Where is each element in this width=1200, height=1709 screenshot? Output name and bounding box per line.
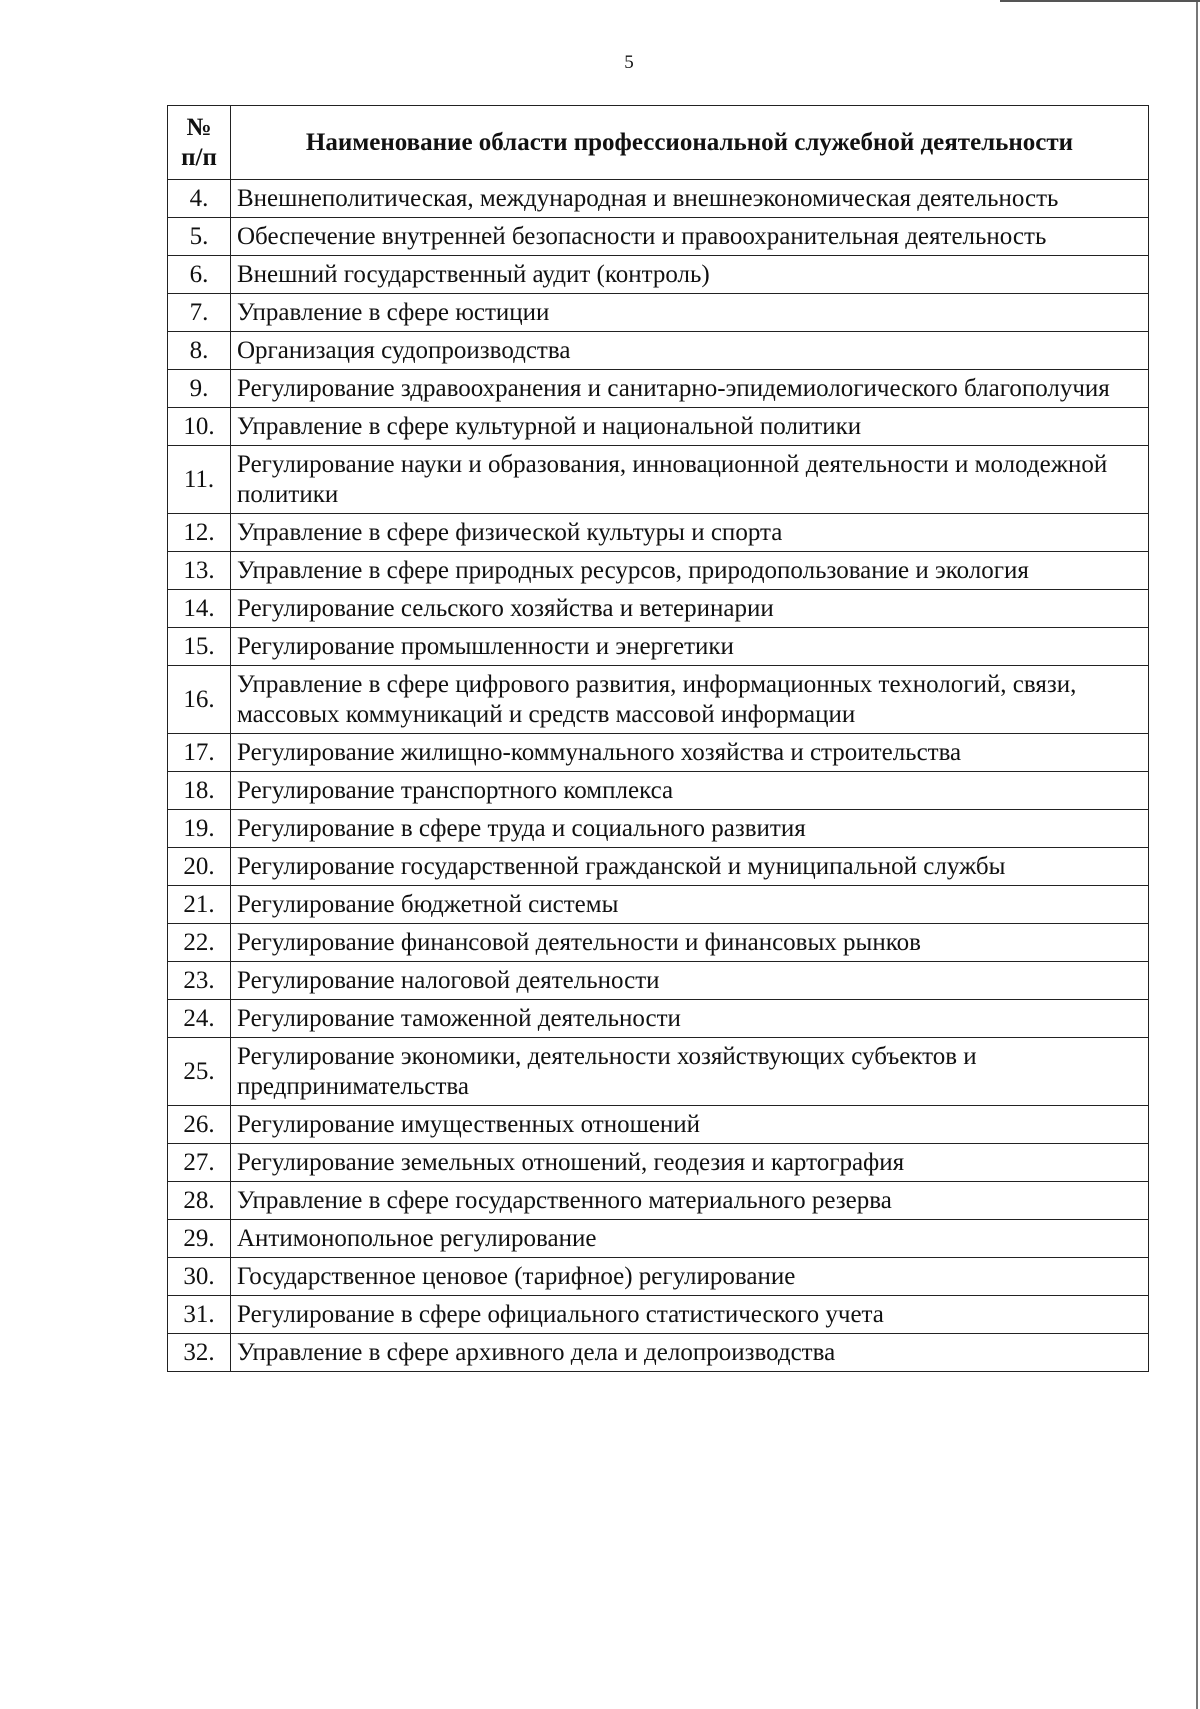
table-row bbox=[168, 1000, 1149, 1038]
table-row bbox=[168, 628, 1149, 666]
table-row bbox=[168, 666, 1149, 734]
activity-area-name: Регулирование здравоохранения и санитарно-эпидемиологического благополучия bbox=[231, 370, 1149, 408]
row-number: 14. bbox=[168, 590, 231, 628]
activity-area-name: Внешнеполитическая, международная и внешнеэкономическая деятельность bbox=[231, 180, 1149, 218]
row-number: 24. bbox=[168, 1000, 231, 1038]
table-row bbox=[168, 218, 1149, 256]
name-column-header: Наименование области профессиональной служебной деятельности bbox=[231, 106, 1149, 180]
row-number: 28. bbox=[168, 1182, 231, 1220]
row-number: 17. bbox=[168, 734, 231, 772]
activity-area-name: Управление в сфере физической культуры и спорта bbox=[231, 514, 1149, 552]
table-row bbox=[168, 1038, 1149, 1106]
row-number: 7. bbox=[168, 294, 231, 332]
activity-area-name: Организация судопроизводства bbox=[231, 332, 1149, 370]
table-row bbox=[168, 294, 1149, 332]
table-row bbox=[168, 332, 1149, 370]
activity-area-name: Регулирование жилищно-коммунального хозяйства и строительства bbox=[231, 734, 1149, 772]
activity-area-name: Регулирование транспортного комплекса bbox=[231, 772, 1149, 810]
row-number: 12. bbox=[168, 514, 231, 552]
table-row bbox=[168, 1334, 1149, 1372]
activity-area-name: Регулирование государственной гражданской и муниципальной службы bbox=[231, 848, 1149, 886]
row-number: 6. bbox=[168, 256, 231, 294]
activity-area-name: Регулирование экономики, деятельности хозяйствующих субъектов и предпринимательства bbox=[231, 1038, 1149, 1106]
row-number: 13. bbox=[168, 552, 231, 590]
row-number: 29. bbox=[168, 1220, 231, 1258]
row-number: 11. bbox=[168, 446, 231, 514]
activity-area-name: Регулирование в сфере труда и социального развития bbox=[231, 810, 1149, 848]
table-row bbox=[168, 1106, 1149, 1144]
row-number: 9. bbox=[168, 370, 231, 408]
activity-area-name: Внешний государственный аудит (контроль) bbox=[231, 256, 1149, 294]
row-number: 21. bbox=[168, 886, 231, 924]
table-row bbox=[168, 810, 1149, 848]
table-row bbox=[168, 1220, 1149, 1258]
table-row bbox=[168, 1182, 1149, 1220]
number-column-header bbox=[168, 106, 231, 180]
row-number: 4. bbox=[168, 180, 231, 218]
activity-area-name: Регулирование сельского хозяйства и ветеринарии bbox=[231, 590, 1149, 628]
activity-area-name: Обеспечение внутренней безопасности и правоохранительная деятельность bbox=[231, 218, 1149, 256]
table-row bbox=[168, 552, 1149, 590]
activity-area-name: Управление в сфере цифрового развития, информационных технологий, связи, массовых коммуникаций и средств массовой информации bbox=[231, 666, 1149, 734]
row-number: 15. bbox=[168, 628, 231, 666]
table-header-row bbox=[168, 106, 1149, 180]
scan-edge-line bbox=[1196, 0, 1198, 1709]
row-number: 5. bbox=[168, 218, 231, 256]
table-row bbox=[168, 514, 1149, 552]
order-abbrev: п/п bbox=[181, 144, 217, 171]
activity-area-name: Управление в сфере архивного дела и делопроизводства bbox=[231, 1334, 1149, 1372]
table-row bbox=[168, 962, 1149, 1000]
row-number: 20. bbox=[168, 848, 231, 886]
row-number: 32. bbox=[168, 1334, 231, 1372]
table-row bbox=[168, 734, 1149, 772]
row-number: 27. bbox=[168, 1144, 231, 1182]
table-row bbox=[168, 1296, 1149, 1334]
table-row bbox=[168, 772, 1149, 810]
table-row bbox=[168, 886, 1149, 924]
activity-area-name: Регулирование финансовой деятельности и финансовых рынков bbox=[231, 924, 1149, 962]
scan-edge-top bbox=[1000, 0, 1200, 2]
row-number: 8. bbox=[168, 332, 231, 370]
table-row bbox=[168, 924, 1149, 962]
table-row bbox=[168, 370, 1149, 408]
activity-area-name: Управление в сфере государственного материального резерва bbox=[231, 1182, 1149, 1220]
table-row bbox=[168, 590, 1149, 628]
activity-area-name: Антимонопольное регулирование bbox=[231, 1220, 1149, 1258]
row-number: 30. bbox=[168, 1258, 231, 1296]
row-number: 25. bbox=[168, 1038, 231, 1106]
number-sign: № bbox=[186, 114, 212, 141]
page-number: 5 bbox=[624, 52, 634, 73]
row-number: 31. bbox=[168, 1296, 231, 1334]
activity-area-name: Управление в сфере юстиции bbox=[231, 294, 1149, 332]
activity-area-name: Регулирование имущественных отношений bbox=[231, 1106, 1149, 1144]
activity-area-name: Регулирование в сфере официального статистического учета bbox=[231, 1296, 1149, 1334]
table-row bbox=[168, 408, 1149, 446]
table-row bbox=[168, 1258, 1149, 1296]
activity-areas-table bbox=[167, 105, 1149, 1372]
activity-area-name: Регулирование промышленности и энергетики bbox=[231, 628, 1149, 666]
activity-area-name: Регулирование бюджетной системы bbox=[231, 886, 1149, 924]
row-number: 23. bbox=[168, 962, 231, 1000]
row-number: 10. bbox=[168, 408, 231, 446]
table-row bbox=[168, 256, 1149, 294]
activity-area-name: Управление в сфере культурной и национальной политики bbox=[231, 408, 1149, 446]
row-number: 16. bbox=[168, 666, 231, 734]
row-number: 26. bbox=[168, 1106, 231, 1144]
activity-area-name: Государственное ценовое (тарифное) регулирование bbox=[231, 1258, 1149, 1296]
row-number: 19. bbox=[168, 810, 231, 848]
activity-area-name: Управление в сфере природных ресурсов, природопользование и экология bbox=[231, 552, 1149, 590]
activity-area-name: Регулирование таможенной деятельности bbox=[231, 1000, 1149, 1038]
table-row bbox=[168, 1144, 1149, 1182]
table-row bbox=[168, 180, 1149, 218]
row-number: 18. bbox=[168, 772, 231, 810]
row-number: 22. bbox=[168, 924, 231, 962]
activity-area-name: Регулирование налоговой деятельности bbox=[231, 962, 1149, 1000]
activity-area-name: Регулирование науки и образования, инновационной деятельности и молодежной политики bbox=[231, 446, 1149, 514]
activity-area-name: Регулирование земельных отношений, геодезия и картография bbox=[231, 1144, 1149, 1182]
table-row bbox=[168, 446, 1149, 514]
table-row bbox=[168, 848, 1149, 886]
